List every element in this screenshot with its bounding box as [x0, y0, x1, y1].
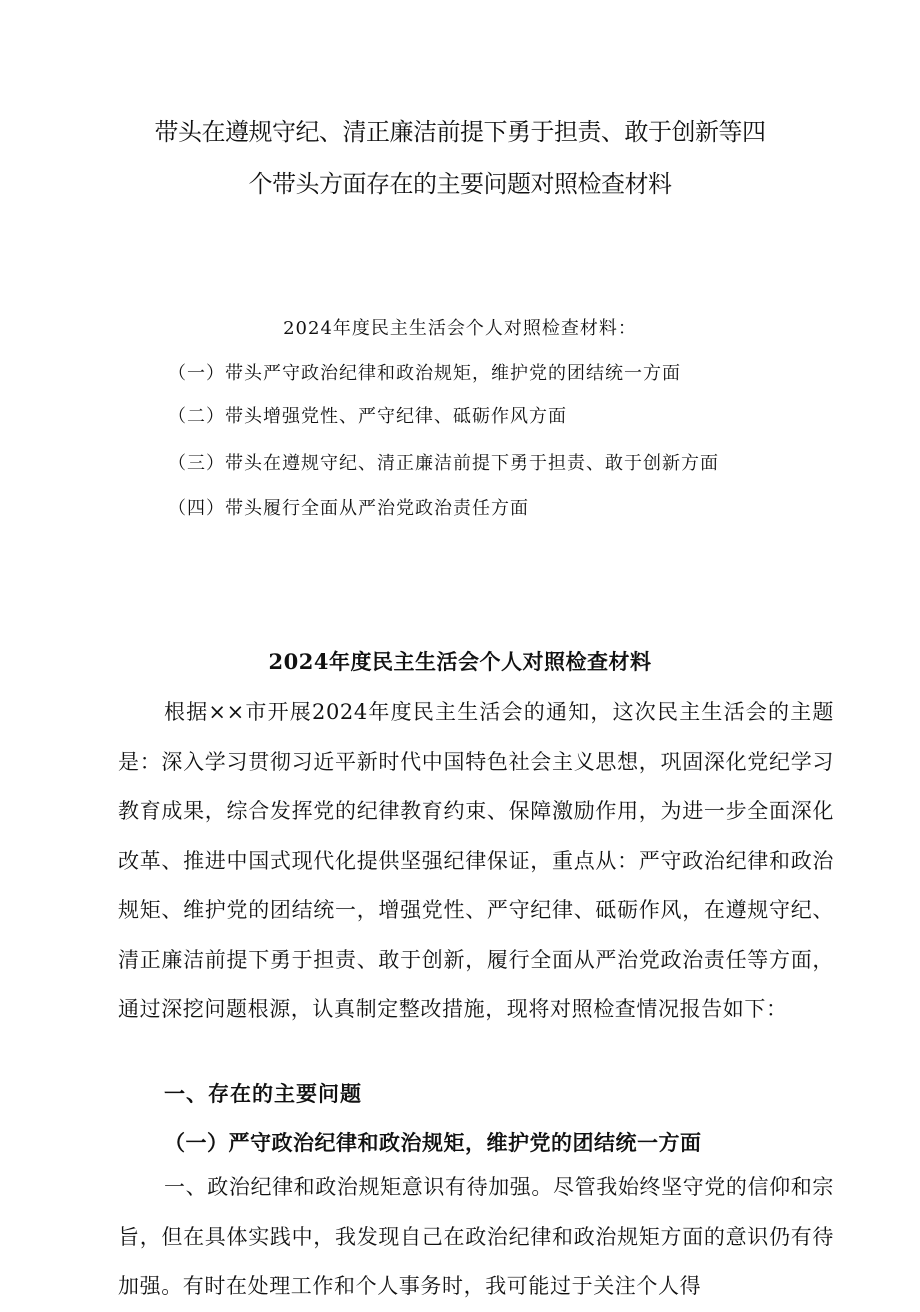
toc-heading: 2024年度民主生活会个人对照检查材料：: [283, 318, 637, 339]
document-title-line-1: 带头在遵规守纪、清正廉洁前提下勇于担责、敢于创新等四: [154, 118, 766, 146]
toc-item: （四）带头履行全面从严治党政治责任方面: [168, 498, 529, 519]
heading-level-2: （一）严守政治纪律和政治规矩，维护党的团结统一方面: [164, 1130, 702, 1155]
body-paragraph: 一、政治纪律和政治规矩意识有待加强。尽管我始终坚守党的信仰和宗旨，但在具体实践中，我发现自己在政治纪律和政治规矩方面的意识仍有待加强。有时在处理工作和个人事务时，我可能过于关注个人得: [118, 1175, 834, 1298]
intro-paragraph: 根据××市开展2024年度民主生活会的通知，这次民主生活会的主题是：深入学习贯彻习近平新时代中国特色社会主义思想，巩固深化党纪学习教育成果，综合发挥党的纪律教育约束、保障激励作用，为进一步全面深化改革、推进中国式现代化提供坚强纪律保证，重点从：严守政治纪律和政治规矩、维护党的团结统一，增强党性、严守纪律、砥砺作风，在遵规守纪、清正廉洁前提下勇于担责、敢于创新，履行全面从严治党政治责任等方面，通过深挖问题根源，认真制定整改措施，现将对照检查情况报告如下：: [118, 700, 834, 1021]
document-title-line-2: 个带头方面存在的主要问题对照检查材料: [248, 170, 672, 198]
section-title: 2024年度民主生活会个人对照检查材料: [268, 649, 652, 674]
heading-level-1: 一、存在的主要问题: [164, 1081, 362, 1106]
toc-item: （三）带头在遵规守纪、清正廉洁前提下勇于担责、敢于创新方面: [168, 453, 719, 474]
toc-item: （一）带头严守政治纪律和政治规矩，维护党的团结统一方面: [168, 363, 681, 384]
toc-item: （二）带头增强党性、严守纪律、砥砺作风方面: [168, 406, 567, 427]
